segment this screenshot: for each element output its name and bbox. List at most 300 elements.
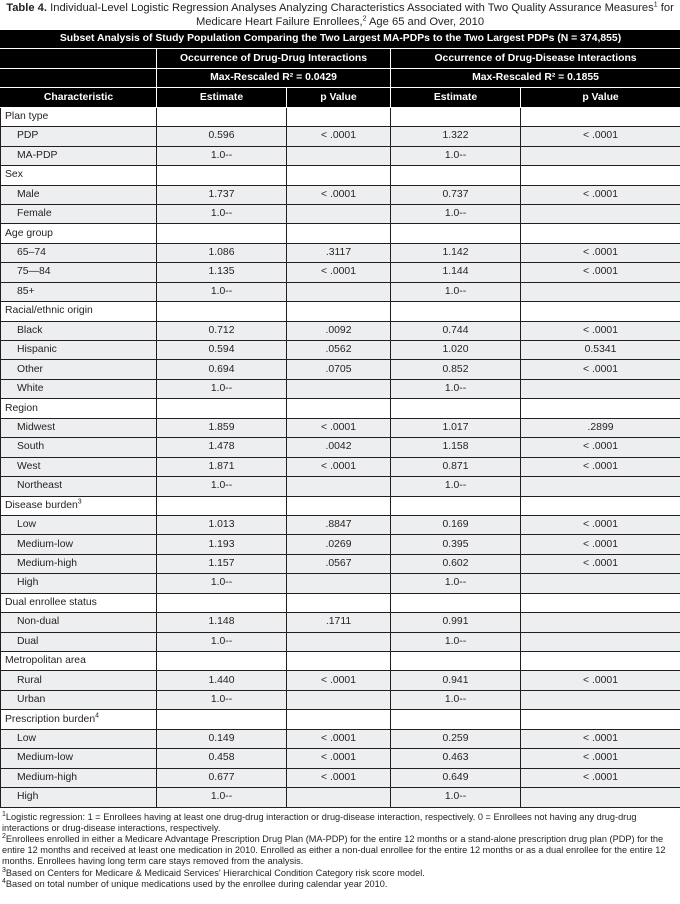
table-row — [1, 146, 680, 165]
estimate-cell — [391, 146, 521, 165]
banner-header: Subset Analysis of Study Population Comparing the Two Largest MA-PDPs to the Two Largest PDPs (N = 374,855) — [1, 30, 680, 49]
p-value-cell-text: < .0001 — [583, 674, 618, 686]
characteristic-cell — [1, 496, 157, 515]
footnote-number: 4 — [2, 877, 6, 885]
characteristic-cell — [1, 263, 157, 282]
p-value-cell-text: .0562 — [325, 344, 352, 356]
p-value-cell — [521, 127, 680, 146]
characteristic-cell-text: Medium-low — [17, 752, 74, 764]
p-value-cell — [287, 185, 391, 204]
estimate-cell-text: 0.941 — [442, 674, 469, 686]
p-value-cell-text: < .0001 — [583, 558, 618, 570]
p-value-cell — [521, 710, 680, 729]
estimate-cell-text: 0.395 — [442, 538, 469, 550]
estimate-cell — [157, 321, 287, 340]
estimate-cell-text: 1.440 — [208, 674, 235, 686]
table-caption — [0, 0, 680, 29]
characteristic-cell-text: Dual — [17, 635, 39, 647]
p-value-cell-text: < .0001 — [583, 752, 618, 764]
estimate-cell — [157, 457, 287, 476]
p-value-cell — [287, 224, 391, 243]
col-header-estimate: Estimate — [157, 88, 287, 107]
characteristic-cell — [1, 457, 157, 476]
estimate-cell — [157, 632, 287, 651]
characteristic-cell-text: Prescription burden — [5, 713, 96, 725]
p-value-cell-text: < .0001 — [583, 460, 618, 472]
category-row — [1, 107, 680, 126]
p-value-cell — [521, 224, 680, 243]
estimate-cell-text: 1.193 — [208, 538, 235, 550]
characteristic-cell-text: Low — [17, 732, 37, 744]
p-value-cell-text: < .0001 — [321, 460, 356, 472]
characteristic-cell — [1, 671, 157, 690]
category-row — [1, 166, 680, 185]
p-value-cell — [287, 593, 391, 612]
caption-sup: 2 — [362, 15, 367, 23]
estimate-cell — [157, 302, 287, 321]
p-value-cell — [287, 360, 391, 379]
footnote-number: 3 — [2, 866, 6, 874]
estimate-cell-text: 0.737 — [442, 188, 469, 200]
estimate-cell — [391, 224, 521, 243]
estimate-cell — [157, 768, 287, 787]
estimate-cell-text: 1.859 — [208, 421, 235, 433]
table-row — [1, 360, 680, 379]
p-value-cell — [287, 515, 391, 534]
estimate-cell — [157, 204, 287, 223]
estimate-cell — [157, 749, 287, 768]
p-value-cell-text: .0092 — [325, 324, 352, 336]
p-value-cell — [287, 788, 391, 807]
p-value-cell-text: .0042 — [325, 441, 352, 453]
footnote-marker: 3 — [77, 498, 82, 506]
characteristic-cell-text: Metropolitan area — [5, 655, 86, 667]
estimate-cell — [157, 166, 287, 185]
estimate-cell — [157, 399, 287, 418]
p-value-cell — [287, 341, 391, 360]
estimate-cell-text: 0.694 — [208, 363, 235, 375]
p-value-cell-text: < .0001 — [583, 130, 618, 142]
estimate-cell-text: 0.602 — [442, 558, 469, 570]
p-value-cell — [287, 127, 391, 146]
p-value-cell — [287, 768, 391, 787]
estimate-cell — [157, 243, 287, 262]
characteristic-cell — [1, 788, 157, 807]
characteristic-cell-text: 85+ — [17, 285, 35, 297]
col-header-characteristic: Characteristic — [1, 88, 157, 107]
characteristic-cell-text: Rural — [17, 674, 42, 686]
estimate-cell — [391, 690, 521, 709]
estimate-cell-text: 1.0-- — [210, 208, 233, 220]
estimate-cell — [391, 438, 521, 457]
characteristic-cell — [1, 438, 157, 457]
p-value-cell-text: .0567 — [325, 558, 352, 570]
characteristic-cell — [1, 146, 157, 165]
estimate-cell — [157, 515, 287, 534]
p-value-cell — [521, 574, 680, 593]
characteristic-cell-text: High — [17, 577, 39, 589]
characteristic-cell-text: South — [17, 441, 45, 453]
characteristic-cell-text: PDP — [17, 130, 39, 142]
p-value-cell — [287, 399, 391, 418]
p-value-cell — [521, 379, 680, 398]
table-row — [1, 282, 680, 301]
estimate-cell — [157, 146, 287, 165]
estimate-cell-text: 0.463 — [442, 752, 469, 764]
table-row — [1, 671, 680, 690]
p-value-cell — [521, 185, 680, 204]
estimate-cell — [157, 613, 287, 632]
estimate-cell-text: 0.991 — [442, 616, 469, 628]
estimate-cell-text: 1.0-- — [444, 694, 467, 706]
characteristic-cell — [1, 749, 157, 768]
table-row — [1, 477, 680, 496]
table-row — [1, 515, 680, 534]
table-row — [1, 749, 680, 768]
p-value-cell — [521, 341, 680, 360]
col-header-p-value: p Value — [521, 88, 680, 107]
footnote-number: 2 — [2, 832, 6, 840]
estimate-cell — [157, 360, 287, 379]
estimate-cell — [391, 729, 521, 748]
p-value-cell — [521, 749, 680, 768]
p-value-cell-text: < .0001 — [583, 771, 618, 783]
p-value-cell-text: < .0001 — [583, 247, 618, 259]
estimate-cell — [391, 477, 521, 496]
p-value-cell-text: .0705 — [325, 363, 352, 375]
r2-header-drug-drug: Max-Rescaled R² = 0.0429 — [157, 68, 391, 87]
estimate-cell — [157, 224, 287, 243]
table-row — [1, 788, 680, 807]
p-value-cell — [521, 613, 680, 632]
estimate-cell-text: 1.0-- — [210, 383, 233, 395]
characteristic-cell — [1, 107, 157, 126]
estimate-cell — [391, 652, 521, 671]
p-value-cell-text: < .0001 — [321, 130, 356, 142]
estimate-cell — [391, 360, 521, 379]
p-value-cell — [521, 438, 680, 457]
estimate-cell-text: 0.744 — [442, 324, 469, 336]
p-value-cell — [287, 710, 391, 729]
p-value-cell-text: .1711 — [325, 616, 352, 628]
p-value-cell — [287, 671, 391, 690]
characteristic-cell — [1, 224, 157, 243]
estimate-cell — [391, 107, 521, 126]
estimate-cell — [157, 788, 287, 807]
p-value-cell — [521, 399, 680, 418]
p-value-cell — [287, 166, 391, 185]
characteristic-cell — [1, 185, 157, 204]
characteristic-cell-text: Female — [17, 208, 52, 220]
p-value-cell-text: 0.5341 — [584, 344, 617, 356]
characteristic-cell-text: Medium-high — [17, 558, 78, 570]
characteristic-cell-text: Urban — [17, 694, 46, 706]
characteristic-cell-text: Plan type — [5, 110, 49, 122]
estimate-cell-text: 1.0-- — [444, 208, 467, 220]
characteristic-cell-text: 75—84 — [17, 266, 51, 278]
footnote — [2, 812, 678, 834]
p-value-cell — [287, 749, 391, 768]
characteristic-cell — [1, 535, 157, 554]
estimate-cell-text: 1.0-- — [444, 635, 467, 647]
p-value-cell — [521, 496, 680, 515]
characteristic-cell — [1, 360, 157, 379]
estimate-cell — [391, 341, 521, 360]
characteristic-cell-text: Dual enrollee status — [5, 596, 97, 608]
characteristic-cell-text: Region — [5, 402, 38, 414]
estimate-cell-text: 0.649 — [442, 771, 469, 783]
estimate-cell-text: 1.0-- — [210, 694, 233, 706]
estimate-cell — [391, 632, 521, 651]
estimate-cell — [391, 593, 521, 612]
p-value-cell — [521, 107, 680, 126]
p-value-cell — [521, 457, 680, 476]
estimate-cell — [157, 418, 287, 437]
empty-header-cell — [1, 49, 157, 68]
estimate-cell — [391, 749, 521, 768]
characteristic-cell-text: Midwest — [17, 421, 56, 433]
estimate-cell-text: 1.157 — [208, 558, 235, 570]
p-value-cell — [521, 146, 680, 165]
p-value-cell — [521, 671, 680, 690]
footnote-text: Enrollees enrolled in either a Medicare Advantage Prescription Drug Plan (MA-PDP) for the entire 12 months or a stand-alone prescription drug plan (PDP) for the entire 12 months and received at least one medication in 2010. Enrolled as either a non-dual enrollee for the entire 12 months or as a dual enrollee for the entire 12 months. Enrollees having long term care stays removed from the analysis. — [2, 833, 666, 867]
footnote-text: Based on total number of unique medications used by the enrollee during calendar year 2010. — [5, 878, 388, 889]
table-row — [1, 613, 680, 632]
p-value-cell-text: < .0001 — [583, 188, 618, 200]
p-value-cell — [287, 613, 391, 632]
characteristic-cell — [1, 127, 157, 146]
p-value-cell — [521, 321, 680, 340]
p-value-cell — [287, 438, 391, 457]
estimate-cell — [157, 263, 287, 282]
estimate-cell-text: 0.596 — [208, 130, 235, 142]
p-value-cell-text: < .0001 — [583, 324, 618, 336]
characteristic-cell — [1, 613, 157, 632]
estimate-cell-text: 0.677 — [208, 771, 235, 783]
estimate-cell — [157, 379, 287, 398]
characteristic-cell-text: Other — [17, 363, 43, 375]
characteristic-cell — [1, 554, 157, 573]
estimate-cell — [391, 282, 521, 301]
characteristic-cell-text: Disease burden — [5, 499, 78, 511]
p-value-cell-text: < .0001 — [583, 441, 618, 453]
p-value-cell — [287, 729, 391, 748]
characteristic-cell — [1, 166, 157, 185]
estimate-cell-text: 0.852 — [442, 363, 469, 375]
p-value-cell — [521, 360, 680, 379]
caption-text: Age 65 and Over, 2010 — [366, 16, 485, 28]
estimate-cell-text: 0.871 — [442, 460, 469, 472]
estimate-cell — [157, 535, 287, 554]
table-row — [1, 729, 680, 748]
category-row — [1, 302, 680, 321]
characteristic-cell — [1, 710, 157, 729]
estimate-cell — [391, 185, 521, 204]
estimate-cell — [391, 535, 521, 554]
characteristic-cell-text: MA-PDP — [17, 149, 58, 161]
p-value-cell — [287, 107, 391, 126]
estimate-cell-text: 1.013 — [208, 519, 235, 531]
characteristic-cell-text: Non-dual — [17, 616, 60, 628]
estimate-cell-text: 1.148 — [208, 616, 235, 628]
p-value-cell — [521, 632, 680, 651]
p-value-cell — [287, 204, 391, 223]
table-row — [1, 554, 680, 573]
estimate-cell-text: 1.142 — [442, 247, 469, 259]
estimate-cell — [157, 554, 287, 573]
p-value-cell-text: < .0001 — [583, 519, 618, 531]
estimate-cell — [157, 690, 287, 709]
estimate-cell — [391, 788, 521, 807]
estimate-cell — [157, 671, 287, 690]
p-value-cell — [521, 418, 680, 437]
estimate-cell-text: 1.0-- — [444, 285, 467, 297]
category-row — [1, 224, 680, 243]
p-value-cell-text: < .0001 — [321, 421, 356, 433]
p-value-cell — [287, 146, 391, 165]
p-value-cell — [287, 690, 391, 709]
p-value-cell — [521, 593, 680, 612]
p-value-cell — [521, 554, 680, 573]
table-row — [1, 574, 680, 593]
characteristic-cell — [1, 341, 157, 360]
characteristic-cell — [1, 204, 157, 223]
footnote — [2, 868, 678, 879]
characteristic-cell-text: 65–74 — [17, 247, 46, 259]
characteristic-cell — [1, 379, 157, 398]
estimate-cell — [157, 438, 287, 457]
p-value-cell-text: < .0001 — [321, 188, 356, 200]
p-value-cell-text: < .0001 — [583, 732, 618, 744]
table-row — [1, 418, 680, 437]
estimate-cell — [391, 302, 521, 321]
table-row — [1, 341, 680, 360]
estimate-cell-text: 0.458 — [208, 752, 235, 764]
estimate-cell-text: 1.737 — [208, 188, 235, 200]
estimate-cell-text: 0.259 — [442, 732, 469, 744]
estimate-cell — [391, 321, 521, 340]
empty-header-cell — [1, 68, 157, 87]
table-row — [1, 690, 680, 709]
estimate-cell — [391, 515, 521, 534]
p-value-cell — [521, 282, 680, 301]
footnote-text: Based on Centers for Medicare & Medicaid Services' Hierarchical Condition Category risk score model. — [5, 867, 425, 878]
footnotes — [0, 808, 680, 890]
p-value-cell-text: < .0001 — [321, 771, 356, 783]
estimate-cell — [391, 710, 521, 729]
p-value-cell — [521, 243, 680, 262]
estimate-cell-text: 1.020 — [442, 344, 469, 356]
characteristic-cell-text: Racial/ethnic origin — [5, 305, 93, 317]
p-value-cell — [521, 768, 680, 787]
estimate-cell-text: 1.0-- — [444, 791, 467, 803]
p-value-cell-text: .2899 — [587, 421, 614, 433]
estimate-cell — [157, 107, 287, 126]
estimate-cell-text: 1.0-- — [210, 577, 233, 589]
estimate-cell — [157, 593, 287, 612]
characteristic-cell — [1, 652, 157, 671]
characteristic-cell — [1, 243, 157, 262]
estimate-cell-text: 1.871 — [208, 460, 235, 472]
characteristic-cell — [1, 690, 157, 709]
estimate-cell — [157, 477, 287, 496]
estimate-cell-text: 1.135 — [208, 266, 235, 278]
p-value-cell — [521, 204, 680, 223]
table-row — [1, 379, 680, 398]
p-value-cell-text: < .0001 — [583, 538, 618, 550]
table-row — [1, 204, 680, 223]
characteristic-cell-text: West — [17, 460, 41, 472]
characteristic-cell — [1, 399, 157, 418]
characteristic-cell-text: High — [17, 791, 39, 803]
estimate-cell-text: 1.158 — [442, 441, 469, 453]
p-value-cell — [287, 321, 391, 340]
col-header-p-value: p Value — [287, 88, 391, 107]
p-value-cell — [521, 535, 680, 554]
p-value-cell-text: < .0001 — [321, 266, 356, 278]
p-value-cell-text: .3117 — [325, 247, 352, 259]
p-value-cell — [287, 263, 391, 282]
estimate-cell — [157, 127, 287, 146]
footnote-text: Logistic regression: 1 = Enrollees having at least one drug-drug interaction or drug-disease interaction, respectively. 0 = Enrollees not having any drug-drug interactions or drug-disease interactions, respectively. — [2, 811, 637, 833]
estimate-cell — [157, 282, 287, 301]
p-value-cell-text: < .0001 — [583, 266, 618, 278]
characteristic-cell — [1, 632, 157, 651]
estimate-cell-text: 1.0-- — [210, 791, 233, 803]
estimate-cell-text: 0.149 — [208, 732, 235, 744]
table-label: Table 4. — [6, 2, 48, 14]
table-row — [1, 263, 680, 282]
estimate-cell — [157, 710, 287, 729]
estimate-cell — [391, 613, 521, 632]
category-row — [1, 652, 680, 671]
characteristic-cell-text: Age group — [5, 227, 53, 239]
category-row — [1, 593, 680, 612]
p-value-cell-text: .0269 — [325, 538, 352, 550]
p-value-cell-text: < .0001 — [321, 732, 356, 744]
estimate-cell — [391, 457, 521, 476]
table-row — [1, 768, 680, 787]
characteristic-cell — [1, 515, 157, 534]
table-row — [1, 535, 680, 554]
footnote — [2, 879, 678, 890]
estimate-cell-text: 0.712 — [208, 324, 235, 336]
p-value-cell — [287, 554, 391, 573]
p-value-cell-text: < .0001 — [321, 674, 356, 686]
p-value-cell — [521, 788, 680, 807]
estimate-cell-text: 1.322 — [442, 130, 469, 142]
characteristic-cell — [1, 321, 157, 340]
characteristic-cell-text: Northeast — [17, 480, 63, 492]
estimate-cell — [391, 243, 521, 262]
regression-table — [0, 29, 680, 808]
estimate-cell-text: 1.144 — [442, 266, 469, 278]
characteristic-cell — [1, 574, 157, 593]
characteristic-cell — [1, 729, 157, 748]
estimate-cell-text: 1.0-- — [210, 285, 233, 297]
p-value-cell — [287, 282, 391, 301]
p-value-cell — [287, 243, 391, 262]
p-value-cell — [287, 477, 391, 496]
estimate-cell — [157, 574, 287, 593]
category-row — [1, 710, 680, 729]
estimate-cell — [157, 729, 287, 748]
caption-sup: 1 — [653, 1, 658, 9]
table-row — [1, 632, 680, 651]
p-value-cell — [287, 418, 391, 437]
p-value-cell — [521, 515, 680, 534]
estimate-cell-text: 1.086 — [208, 247, 235, 259]
